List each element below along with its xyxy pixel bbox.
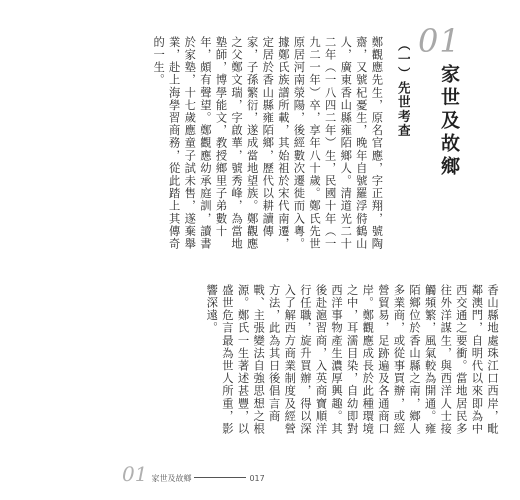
page-footer (122, 462, 265, 486)
chapter-title: 家世及故鄉 (438, 64, 460, 179)
footer-divider (194, 477, 246, 478)
upper-text-block (98, 36, 410, 254)
footer-chapter-label: 家世及故鄉 (151, 474, 192, 483)
lower-text-block (98, 284, 500, 436)
upper-paragraph: 鄭觀應先生，原名官應，字正翔，號陶齋，又號杞憂生，晚年自號羅浮偫鶴山人，廣東香山縣雍陌鄉人。清道光二十二年（一八四二年）生，民國十年（一九二一年）卒，享年八十歲。鄭氏先世原居河南滎陽，後經數次遷徙而入粵。據鄭氏族譜所載，其始祖於宋代南遷，定居於香山縣雍陌鄉，歷代以耕讀傳家，子孫繁衍，遂成當地望族。鄭觀應之父鄭文瑞，字啟華，號秀峰，為當地塾師，博學能文，教授鄉里子弟數十年，頗有聲望。鄭觀應幼承庭訓，讀書於家塾，十七歲應童子試未售，遂棄舉業，赴上海學習商務，從此踏上其傳奇的一生。 (152, 36, 384, 251)
section-heading: （一）先世考查 (395, 38, 410, 139)
page-number: 017 (249, 474, 265, 483)
lower-paragraph: 香山縣地處珠江口西岸，毗鄰澳門，自明代以來即為中西交通之要衝。當地居民多往外洋謀生，與西洋人士接觸頻繁，風氣較為開通。雍陌鄉位於香山縣之南，鄉人多業商，或從事買辦，或經營貿易，足跡遍及各通商口岸。鄭觀應成長於此種環境之中，耳濡目染，自幼即對西洋事物產生濃厚興趣。其後赴滬習商，入英商寶順洋行任職，旋升買辦，得以深入了解西方商業制度及經營方法，此為其日後倡言商戰、主張變法自強思想之根源。鄭氏一生著述甚豐，以盛世危言最為世人所重，影響深遠。 (205, 284, 499, 436)
footer-chapter-number: 01 (122, 462, 148, 486)
chapter-number: 01 (418, 22, 461, 60)
